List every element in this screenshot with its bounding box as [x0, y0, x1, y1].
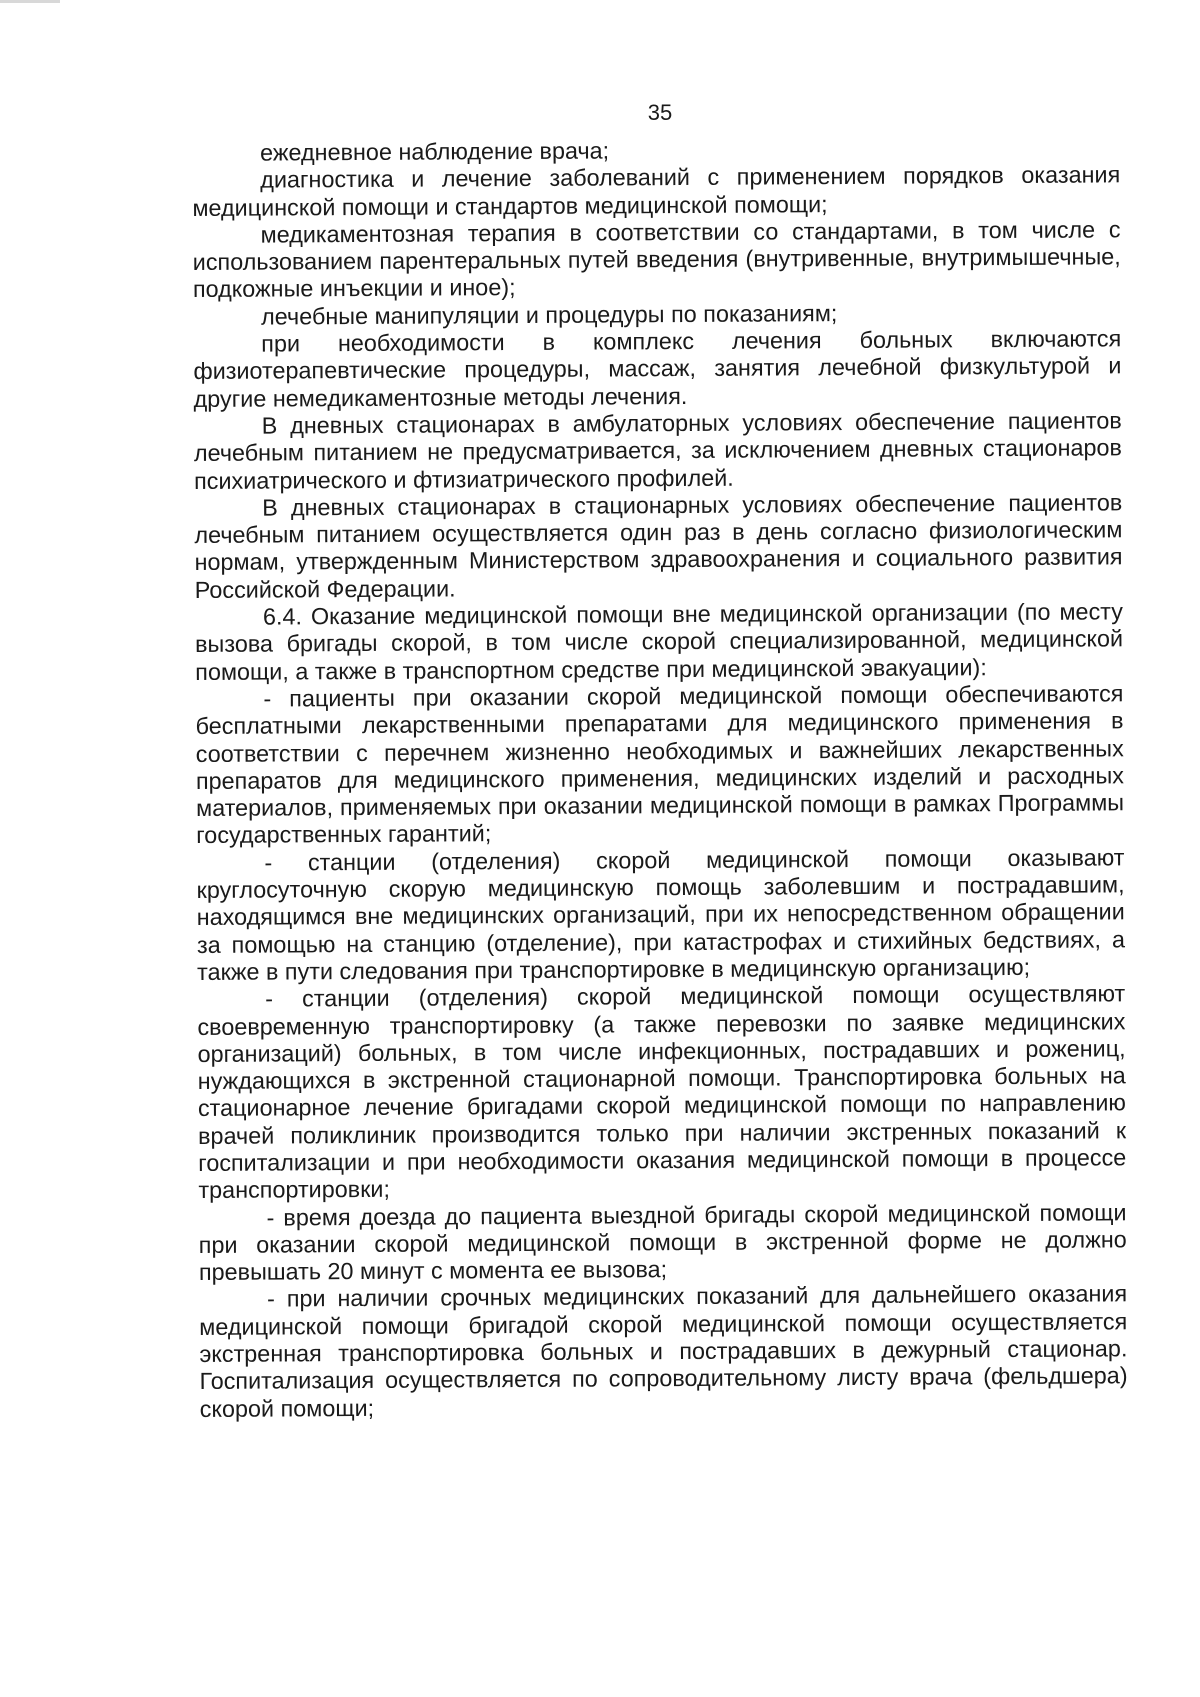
- paragraph: В дневных стационарах в стационарных условиях обеспечение пациентов лечебным питанием осуществляется один раз в день согласно физиологическим нормам, утвержденным Министерством здравоохранения и социального развития Российской Федерации.: [194, 489, 1123, 603]
- paragraph: ежедневное наблюдение врача;: [259, 137, 610, 166]
- paragraph: медикаментозная терапия в соответствии со стандартами, в том числе с использованием парентеральных путей введения (внутривенные, внутримышечные, подкожные инъекции и иное);: [192, 216, 1121, 303]
- page-number: 35: [647, 100, 673, 125]
- document-body: [192, 134, 1128, 1423]
- paragraph: - станции (отделения) скорой медицинской помощи оказывают круглосуточную скорую медицинскую помощь заболевшим и пострадавшим, находящимся вне медицинских организаций, при их непосредственном обращении за помощью на станцию (отделение), при катастрофах и стихийных бедствиях, а также в пути следования при транспортировке в медицинскую организацию;: [196, 844, 1125, 985]
- paragraph: В дневных стационарах в амбулаторных условиях обеспечение пациентов лечебным питанием не предусматривается, за исключением дневных стационаров психиатрического и фтизиатрического профилей.: [193, 407, 1122, 494]
- scan-edge-mark: [0, 0, 60, 3]
- paragraph: - станции (отделения) скорой медицинской помощи осуществляют своевременную транспортировку (а также перевозки по заявке медицинских организаций) больных, в том числе инфекционных, пострадавших и рожениц, нуждающихся в экстренной стационарной помощи. Транспортировка больных на стационарное лечение бригадами скорой медицинской помощи по направлению врачей поликлиник производится только при наличии экстренных показаний к госпитализации и при необходимости оказания медицинской помощи в процессе транспортировки;: [197, 980, 1127, 1204]
- paragraph: диагностика и лечение заболеваний с применением порядков оказания медицинской помощи и стандартов медицинской помощи;: [192, 161, 1121, 221]
- paragraph: - время доезда до пациента выездной бригады скорой медицинской помощи при оказании скорой медицинской помощи в экстренной форме не должно превышать 20 минут с момента ее вызова;: [198, 1198, 1127, 1286]
- paragraph: при необходимости в комплекс лечения больных включаются физиотерапевтические процедуры, массаж, занятия лечебной физкультурой и другие немедикаментозные методы лечения.: [193, 325, 1122, 412]
- paragraph: 6.4. Оказание медицинской помощи вне медицинской организации (по месту вызова бригады скорой, в том числе скорой специализированной, медицинской помощи, а также в транспортном средстве при медицинской эвакуации):: [195, 598, 1124, 685]
- paragraph: - пациенты при оказании скорой медицинской помощи обеспечиваются бесплатными лекарственными препаратами для медицинского применения в соответствии с перечнем жизненно необходимых и важнейших лекарственных препаратов для медицинского применения, медицинских изделий и расходных материалов, применяемых при оказании медицинской помощи в рамках Программы государственных гарантий;: [195, 680, 1125, 849]
- paragraph: лечебные манипуляции и процедуры по показаниям;: [260, 299, 838, 330]
- paragraph: - при наличии срочных медицинских показаний для дальнейшего оказания медицинской помощи бригадой скорой медицинской помощи осуществляется экстренная транспортировка больных и пострадавших в дежурный стационар. Госпитализация осуществляется по сопроводительному листу врача (фельдшера) скорой помощи;: [199, 1280, 1128, 1422]
